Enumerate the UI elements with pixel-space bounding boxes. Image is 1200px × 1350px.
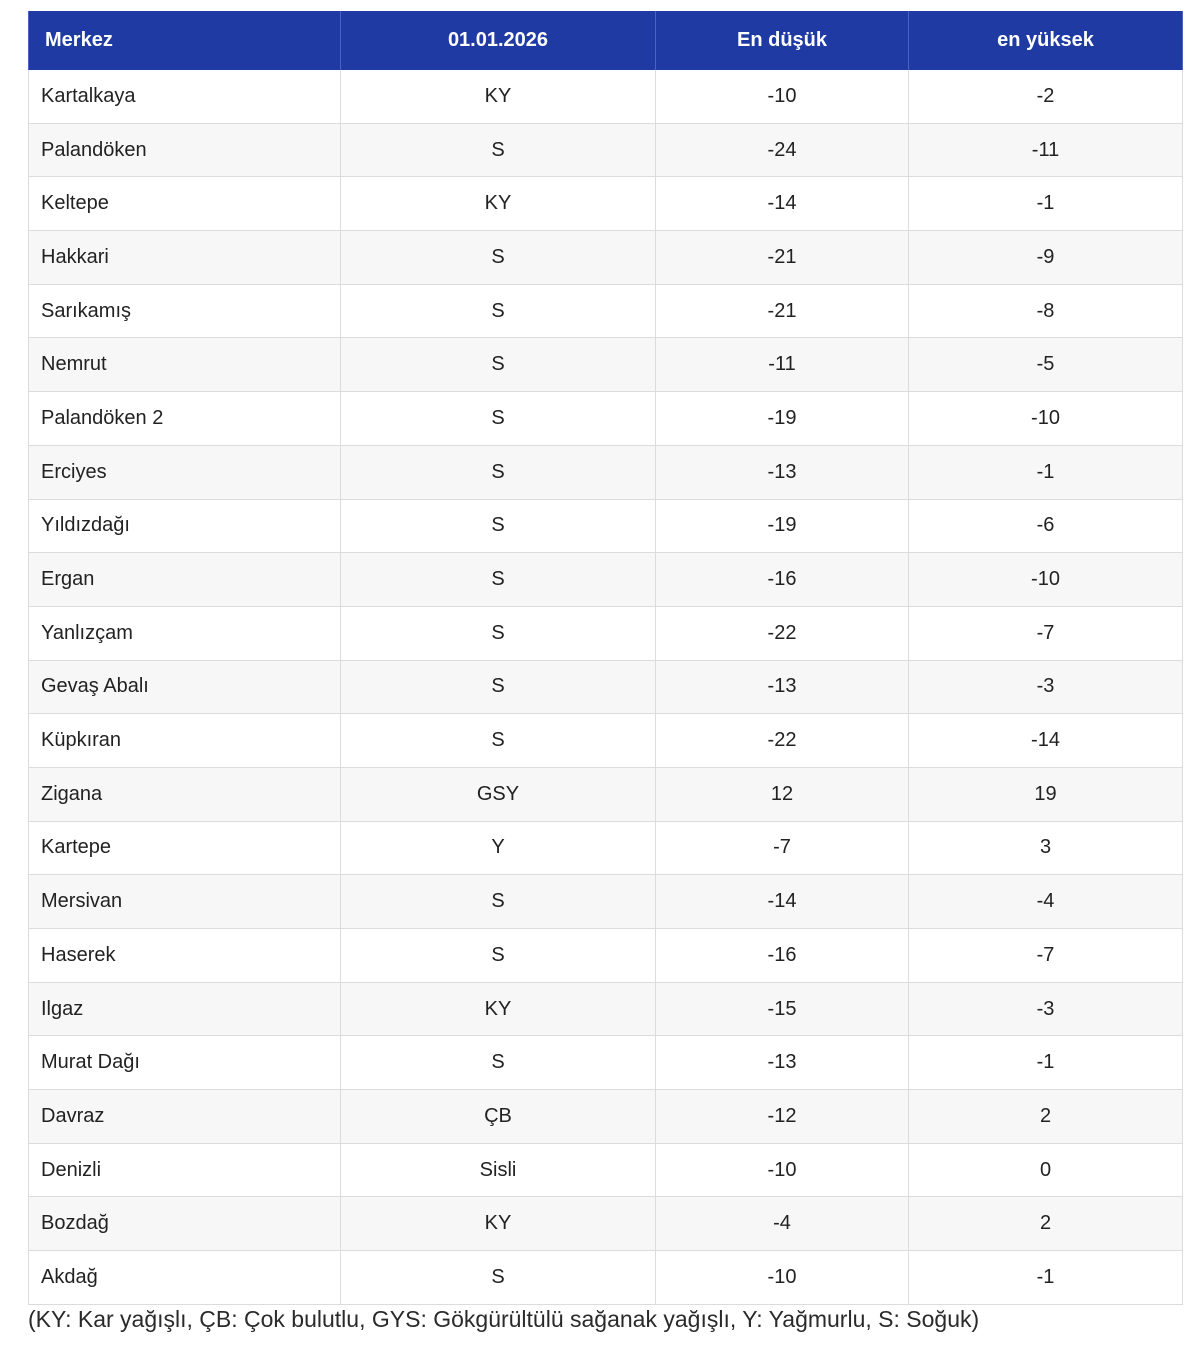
weather-table — [28, 11, 1183, 1305]
cell-center: Kartalkaya — [29, 70, 341, 123]
cell-condition: KY — [341, 982, 656, 1036]
table-row — [29, 1090, 1183, 1144]
table-row — [29, 284, 1183, 338]
cell-min-temp: -24 — [656, 123, 909, 177]
cell-min-temp: -22 — [656, 606, 909, 660]
cell-max-temp: -1 — [909, 177, 1183, 231]
cell-max-temp: -1 — [909, 445, 1183, 499]
cell-min-temp: -19 — [656, 499, 909, 553]
cell-min-temp: -14 — [656, 875, 909, 929]
cell-max-temp: -2 — [909, 70, 1183, 123]
cell-condition: GSY — [341, 767, 656, 821]
cell-min-temp: -13 — [656, 445, 909, 499]
header-row — [29, 11, 1183, 70]
cell-condition: S — [341, 123, 656, 177]
cell-condition: S — [341, 231, 656, 285]
cell-max-temp: -7 — [909, 606, 1183, 660]
cell-condition: Sisli — [341, 1143, 656, 1197]
table-row — [29, 123, 1183, 177]
cell-min-temp: -16 — [656, 929, 909, 983]
legend-note: (KY: Kar yağışlı, ÇB: Çok bulutlu, GYS: Gökgürültülü sağanak yağışlı, Y: Yağmurlu, S: Soğuk) — [28, 1306, 980, 1332]
cell-min-temp: -11 — [656, 338, 909, 392]
cell-condition: KY — [341, 177, 656, 231]
cell-center: Gevaş Abalı — [29, 660, 341, 714]
cell-min-temp: -7 — [656, 821, 909, 875]
cell-condition: Y — [341, 821, 656, 875]
header-date: 01.01.2026 — [341, 11, 656, 70]
table-row — [29, 1251, 1183, 1305]
table-row — [29, 231, 1183, 285]
cell-max-temp: -11 — [909, 123, 1183, 177]
cell-condition: KY — [341, 70, 656, 123]
cell-center: Erciyes — [29, 445, 341, 499]
cell-min-temp: -13 — [656, 1036, 909, 1090]
cell-max-temp: -7 — [909, 929, 1183, 983]
cell-condition: S — [341, 714, 656, 768]
table-row — [29, 714, 1183, 768]
cell-min-temp: -10 — [656, 1143, 909, 1197]
header-min-temp: En düşük — [656, 11, 909, 70]
table-row — [29, 338, 1183, 392]
table-row — [29, 606, 1183, 660]
table-row — [29, 553, 1183, 607]
cell-min-temp: -21 — [656, 231, 909, 285]
table-row — [29, 499, 1183, 553]
cell-center: Murat Dağı — [29, 1036, 341, 1090]
cell-condition: S — [341, 606, 656, 660]
cell-min-temp: -21 — [656, 284, 909, 338]
cell-min-temp: -4 — [656, 1197, 909, 1251]
cell-center: Hakkari — [29, 231, 341, 285]
table-row — [29, 821, 1183, 875]
cell-max-temp: 2 — [909, 1090, 1183, 1144]
cell-min-temp: -12 — [656, 1090, 909, 1144]
cell-center: Ergan — [29, 553, 341, 607]
cell-center: Haserek — [29, 929, 341, 983]
table-row — [29, 1143, 1183, 1197]
cell-condition: S — [341, 929, 656, 983]
weather-table-container — [28, 11, 1182, 1305]
cell-max-temp: -10 — [909, 392, 1183, 446]
cell-max-temp: -4 — [909, 875, 1183, 929]
cell-max-temp: -10 — [909, 553, 1183, 607]
cell-min-temp: -10 — [656, 70, 909, 123]
cell-center: Bozdağ — [29, 1197, 341, 1251]
cell-max-temp: -3 — [909, 660, 1183, 714]
cell-center: Mersivan — [29, 875, 341, 929]
table-row — [29, 929, 1183, 983]
cell-center: Sarıkamış — [29, 284, 341, 338]
table-row — [29, 445, 1183, 499]
cell-center: Akdağ — [29, 1251, 341, 1305]
table-row — [29, 177, 1183, 231]
cell-min-temp: -15 — [656, 982, 909, 1036]
cell-center: Yanlızçam — [29, 606, 341, 660]
cell-center: Nemrut — [29, 338, 341, 392]
cell-min-temp: 12 — [656, 767, 909, 821]
header-max-temp: en yüksek — [909, 11, 1183, 70]
cell-center: Palandöken — [29, 123, 341, 177]
cell-center: Davraz — [29, 1090, 341, 1144]
cell-condition: S — [341, 660, 656, 714]
cell-condition: S — [341, 553, 656, 607]
table-row — [29, 767, 1183, 821]
header-center: Merkez — [29, 11, 341, 70]
cell-max-temp: -9 — [909, 231, 1183, 285]
cell-max-temp: -14 — [909, 714, 1183, 768]
cell-center: Küpkıran — [29, 714, 341, 768]
cell-center: Yıldızdağı — [29, 499, 341, 553]
cell-max-temp: 2 — [909, 1197, 1183, 1251]
cell-min-temp: -13 — [656, 660, 909, 714]
cell-center: Denizli — [29, 1143, 341, 1197]
cell-min-temp: -16 — [656, 553, 909, 607]
cell-condition: S — [341, 499, 656, 553]
cell-max-temp: 0 — [909, 1143, 1183, 1197]
cell-max-temp: 3 — [909, 821, 1183, 875]
cell-min-temp: -19 — [656, 392, 909, 446]
cell-center: Ilgaz — [29, 982, 341, 1036]
table-row — [29, 1036, 1183, 1090]
table-row — [29, 70, 1183, 123]
cell-center: Zigana — [29, 767, 341, 821]
cell-center: Kartepe — [29, 821, 341, 875]
cell-max-temp: -6 — [909, 499, 1183, 553]
cell-max-temp: 19 — [909, 767, 1183, 821]
cell-min-temp: -14 — [656, 177, 909, 231]
table-row — [29, 982, 1183, 1036]
table-row — [29, 392, 1183, 446]
table-row — [29, 1197, 1183, 1251]
cell-condition: S — [341, 284, 656, 338]
cell-center: Palandöken 2 — [29, 392, 341, 446]
cell-max-temp: -1 — [909, 1251, 1183, 1305]
cell-condition: S — [341, 445, 656, 499]
cell-condition: S — [341, 1251, 656, 1305]
table-row — [29, 660, 1183, 714]
table-body — [29, 70, 1183, 1304]
cell-condition: S — [341, 875, 656, 929]
cell-condition: KY — [341, 1197, 656, 1251]
table-row — [29, 875, 1183, 929]
cell-min-temp: -22 — [656, 714, 909, 768]
table-header — [29, 11, 1183, 70]
cell-max-temp: -1 — [909, 1036, 1183, 1090]
cell-min-temp: -10 — [656, 1251, 909, 1305]
cell-max-temp: -5 — [909, 338, 1183, 392]
cell-max-temp: -3 — [909, 982, 1183, 1036]
cell-condition: S — [341, 1036, 656, 1090]
cell-center: Keltepe — [29, 177, 341, 231]
cell-condition: S — [341, 392, 656, 446]
cell-condition: S — [341, 338, 656, 392]
cell-max-temp: -8 — [909, 284, 1183, 338]
cell-condition: ÇB — [341, 1090, 656, 1144]
